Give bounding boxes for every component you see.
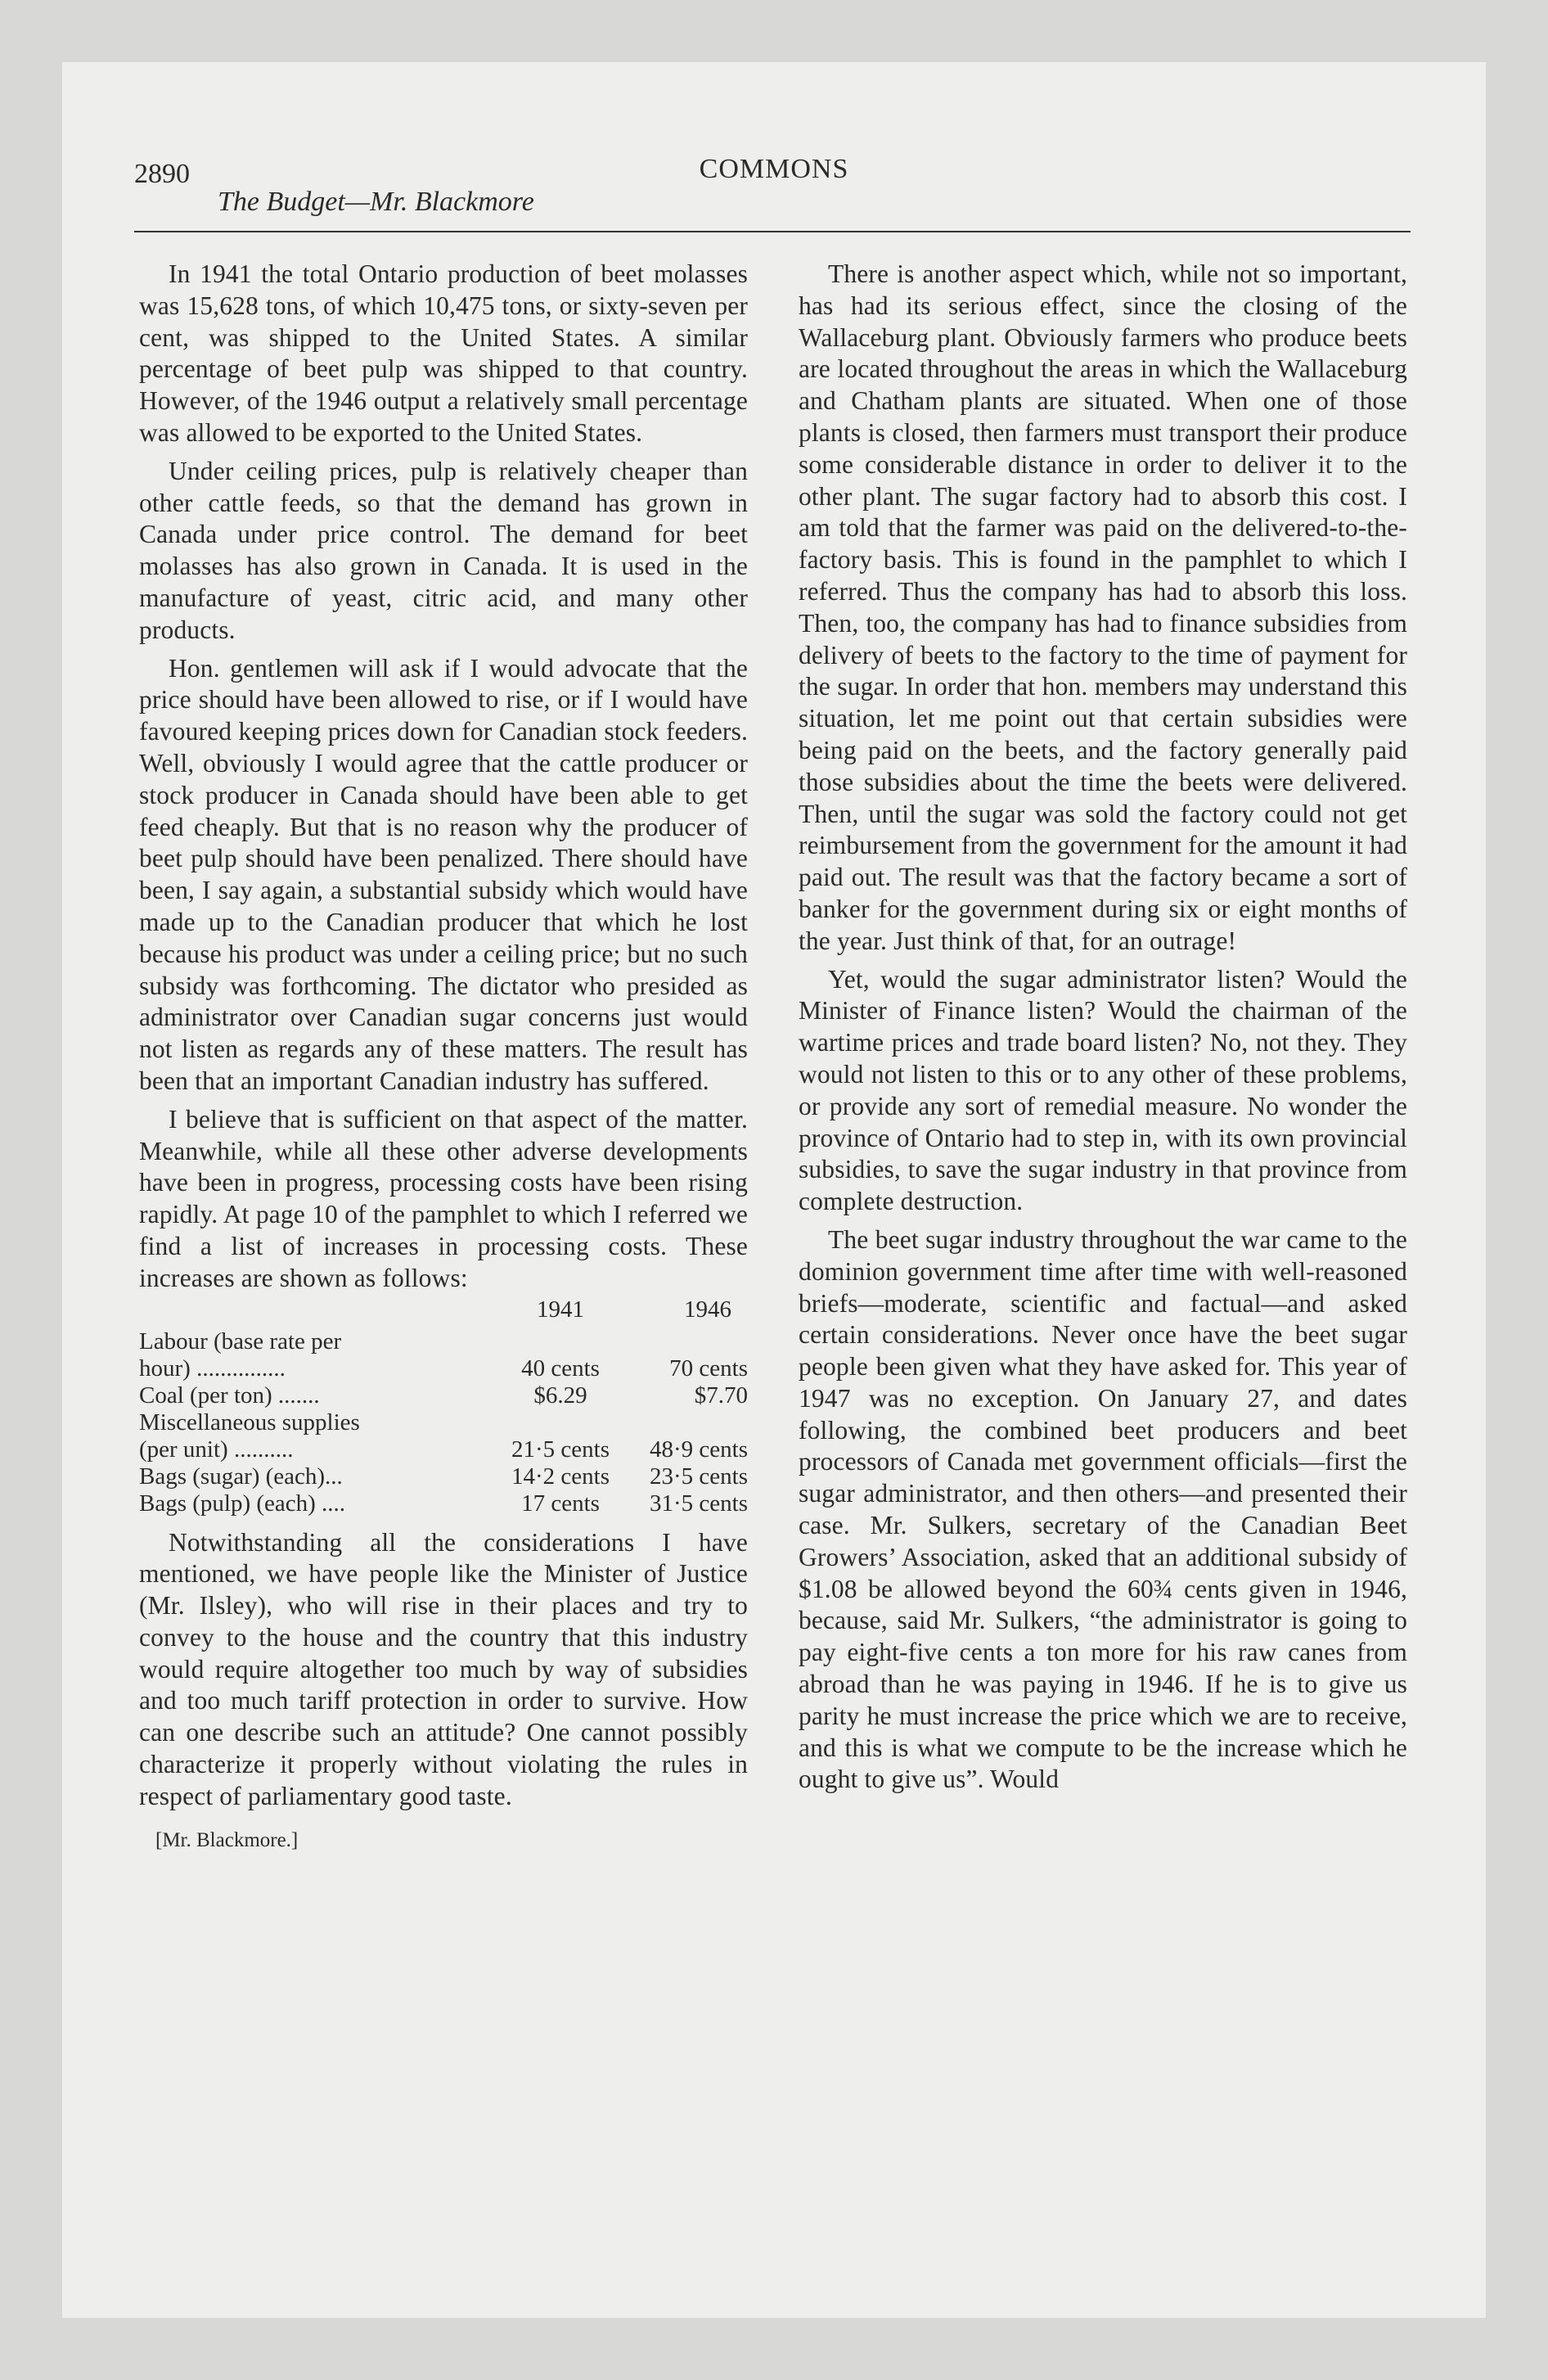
paragraph: Under ceiling prices, pulp is relatively cheaper than other cattle feeds, so that the demand has grown in Canada under price control. The demand for beet molasses has also grown in Canada. It is used in the manufacture of yeast, citric acid, and many other products. <box>139 456 748 644</box>
header-rule <box>134 231 1411 232</box>
speaker-tag: [Mr. Blackmore.] <box>155 1828 299 1851</box>
value-1946: 48·9 cents <box>650 1436 748 1463</box>
paragraph: There is another aspect which, while not so important, has had its serious effect, since the closing of the Wallaceburg plant. Obviously farmers who produce beets are located throughout the areas in which the Wallaceburg and Chatham plants are situated. When one of those plants is closed, then farmers must transport their produce some considerable distance in order to deliver it to the other plant. The sugar factory had to absorb this cost. I am told that the farmer was paid on the delivered-to-the-factory basis. This is found in the pamphlet to which I referred. Thus the company has had to absorb this loss. Then, too, the company has had to finance subsidies from delivery of beets to the factory to the time of payment for the sugar. In order that hon. members may understand this situation, let me point out that certain subsidies were being paid on the beets, and the factory generally paid those subsidies about the time the beets were delivered. Then, until the sugar was sold the factory could not get reimbursement from the government for the amount it had paid out. The result was that the factory became a sort of banker for the government during six or eight months of the year. Just think of that, for an outrage! <box>799 259 1407 955</box>
paragraph: I believe that is sufficient on that aspect of the matter. Meanwhile, while all these other adverse developments have been in progress, processing costs have been rising rapidly. At page 10 of the pamphlet to which I referred we find a list of increases in processing costs. These increases are shown as follows: <box>139 1104 748 1292</box>
document-page <box>62 62 1486 2318</box>
table-row <box>139 1463 748 1490</box>
row-label: Bags (sugar) (each)... <box>139 1463 343 1490</box>
paragraph: Hon. gentlemen will ask if I would advocate that the price should have been allowed to rise, or if I would have favoured keeping prices down for Canadian stock feeders. Well, obviously I would agree that the cattle producer or stock producer in Canada should have been able to get feed cheaply. But that is no reason why the producer of beet pulp should have been penalized. There should have been, I say again, a substantial subsidy which would have made up to the Canadian producer that which he lost because his product was under a ceiling price; but no such subsidy was forthcoming. The dictator who presided as administrator over Canadian sugar concerns just would not listen as regards any of these matters. The result has been that an important Canadian industry has suffered. <box>139 653 748 1095</box>
table-row <box>139 1490 748 1517</box>
running-title: COMMONS <box>699 154 849 184</box>
value-1946: 31·5 cents <box>650 1490 748 1517</box>
table-row <box>139 1382 748 1409</box>
value-1941: 40 cents <box>521 1355 600 1382</box>
paragraph: The beet sugar industry throughout the war came to the dominion government time after time with well-reasoned briefs—moderate, scientific and factual—and asked certain considerations. Never once have the beet sugar people been given what they have asked for. This year of 1947 was no exception. On January 27, and dates following, the combined beet producers and beet processors of Canada met government officials—first the sugar administrator, and then others—and presented their case. Mr. Sulkers, secretary of the Canadian Beet Growers’ Association, asked that an additional subsidy of $1.08 be allowed beyond the 60¾ cents given in 1946, because, said Mr. Sulkers, “the administrator is going to pay eight-five cents a ton more for his raw canes from abroad than he was paying in 1946. If he is to give us parity he must increase the price which we are to receive, and this is what we compute to be the increase which he ought to give us”. Would <box>799 1224 1407 1794</box>
value-1941: 14·2 cents <box>511 1463 610 1490</box>
value-1946: $7.70 <box>694 1382 748 1409</box>
value-1946: 23·5 cents <box>650 1463 748 1490</box>
left-column <box>139 259 748 1852</box>
table-header-1941: 1941 <box>537 1296 584 1323</box>
value-1941: 17 cents <box>521 1490 600 1517</box>
table-header-blank <box>139 1296 499 1328</box>
right-column <box>799 259 1407 1796</box>
row-label: Coal (per ton) ....... <box>139 1382 320 1409</box>
row-label: Labour (base rate per <box>139 1327 342 1355</box>
row-label-continued: hour) ............... <box>139 1355 286 1382</box>
page-number: 2890 <box>134 159 190 189</box>
table-row <box>139 1409 748 1463</box>
row-label-continued: (per unit) .......... <box>139 1436 294 1463</box>
subject-line: The Budget—Mr. Blackmore <box>218 187 534 217</box>
value-1941: 21·5 cents <box>511 1436 610 1463</box>
page-header <box>62 62 1486 234</box>
row-label: Miscellaneous supplies <box>139 1409 360 1436</box>
processing-costs-table <box>139 1296 748 1517</box>
row-label: Bags (pulp) (each) .... <box>139 1490 346 1517</box>
table-header-1946: 1946 <box>684 1296 731 1323</box>
value-1946: 70 cents <box>669 1355 748 1382</box>
value-1941: $6.29 <box>533 1382 587 1409</box>
paragraph: Yet, would the sugar administrator listen? Would the Minister of Finance listen? Would the chairman of the wartime prices and trade board listen? No, not they. They would not listen to this or to any other of these problems, or provide any sort of remedial measure. No wonder the province of Ontario had to step in, with its own provincial subsidies, to save the sugar industry in that province from complete destruction. <box>799 964 1407 1216</box>
paragraph: In 1941 the total Ontario production of beet molasses was 15,628 tons, of which 10,475 tons, or sixty-seven per cent, was shipped to the United States. A similar percentage of beet pulp was shipped to that country. However, of the 1946 output a relatively small percentage was allowed to be exported to the United States. <box>139 259 748 447</box>
table-row <box>139 1328 748 1382</box>
paragraph: Notwithstanding all the considerations I have mentioned, we have people like the Minister of Justice (Mr. Ilsley), who will rise in their places and try to convey to the house and the country that this industry would require altogether too much by way of subsidies and too much tariff protection in order to survive. How can one describe such an attitude? One cannot possibly characterize it properly without violating the rules in respect of parliamentary good taste. <box>139 1527 748 1810</box>
